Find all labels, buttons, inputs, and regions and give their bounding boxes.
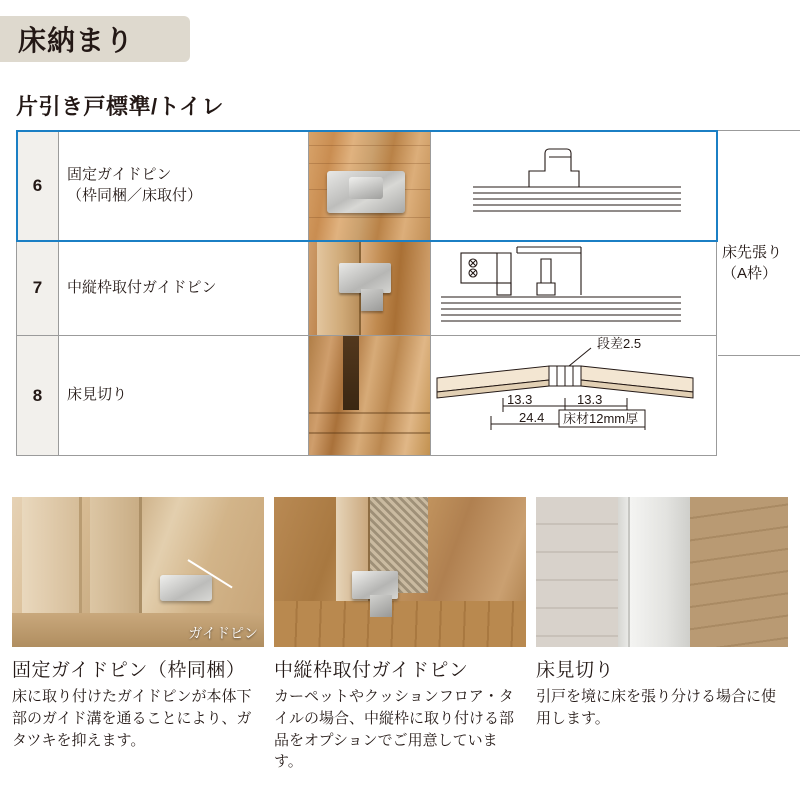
row-name-line1: 床見切り (67, 386, 128, 404)
card-heading: 固定ガイドピン（枠同梱） (12, 660, 246, 681)
card-heading: 中縦枠取付ガイドピン (274, 660, 469, 681)
card-floor-trim (536, 497, 788, 773)
row-photo-cell (309, 131, 431, 241)
center-jamb-guide-pin-installed-photo (274, 497, 526, 647)
dim-left-label: 13.3 (507, 392, 533, 407)
row-number-cell: 8 (17, 336, 59, 456)
row-name-line2: （枠同梱／床取付） (67, 186, 203, 204)
table-row (17, 131, 717, 241)
row-drawing-cell (431, 131, 717, 241)
page-title: 床納まり (18, 25, 135, 56)
card-text: カーペットやクッションフロア・タイルの場合、中縦枠に取り付ける部品をオプションでご用意しています。 (274, 688, 515, 771)
table-row (17, 336, 717, 456)
side-label-line2: （A枠） (722, 265, 778, 282)
guide-pin-foot-shape (370, 595, 392, 617)
page-title-banner (0, 16, 190, 62)
row-name-cell (59, 131, 309, 241)
dim-total-label: 24.4 (519, 410, 545, 425)
fixed-guide-pin-installed-photo (12, 497, 264, 647)
floor-trim-installed-photo (536, 497, 788, 647)
table-row (17, 241, 717, 336)
floor-material-label: 床材12mm厚 (563, 411, 639, 426)
spec-table-wrap (16, 130, 784, 480)
row-drawing-cell (431, 336, 717, 456)
row-name-cell (59, 336, 309, 456)
row-number-cell: 6 (17, 131, 59, 241)
row-name-cell (59, 241, 309, 336)
side-label-line1: 床先張り (722, 244, 783, 261)
row-drawing-cell (431, 241, 717, 336)
side-label (722, 242, 800, 284)
side-rule-bottom (718, 355, 800, 356)
fixed-guide-pin-section-drawing (431, 131, 716, 240)
row-name-line1: 固定ガイドピン (67, 166, 172, 184)
card-text: 引戸を境に床を張り分ける場合に使用します。 (536, 688, 777, 727)
guide-pin-plate-shape (327, 171, 405, 213)
floor-trim-section-drawing (431, 336, 716, 455)
step-dim-label: 段差2.5 (597, 336, 642, 351)
center-jamb-guide-pin-photo (309, 241, 430, 335)
floor-trim-photo (309, 336, 430, 455)
side-rule-top (718, 130, 800, 131)
card-text: 床に取り付けたガイドピンが本体下部のガイド溝を通ることにより、ガタツキを抑えます。 (12, 688, 252, 749)
row-photo-cell (309, 336, 431, 456)
row-number-cell: 7 (17, 241, 59, 336)
guide-pin-shape (160, 575, 212, 601)
photo-cards (12, 497, 788, 773)
guide-pin-caption: ガイドピン (188, 625, 258, 641)
card-center-jamb-guide-pin (274, 497, 526, 773)
spec-table (16, 130, 717, 456)
row-photo-cell (309, 241, 431, 336)
row-name-line1: 中縦枠取付ガイドピン (67, 278, 217, 296)
guide-pin-metal-foot-shape (361, 289, 383, 311)
card-heading: 床見切り (536, 660, 615, 681)
center-jamb-guide-pin-section-drawing (431, 241, 716, 335)
dim-right-label: 13.3 (577, 392, 603, 407)
card-fixed-guide-pin (12, 497, 264, 773)
fixed-guide-pin-photo (309, 131, 430, 240)
page-subtitle: 片引き戸標準/トイレ (16, 94, 225, 119)
